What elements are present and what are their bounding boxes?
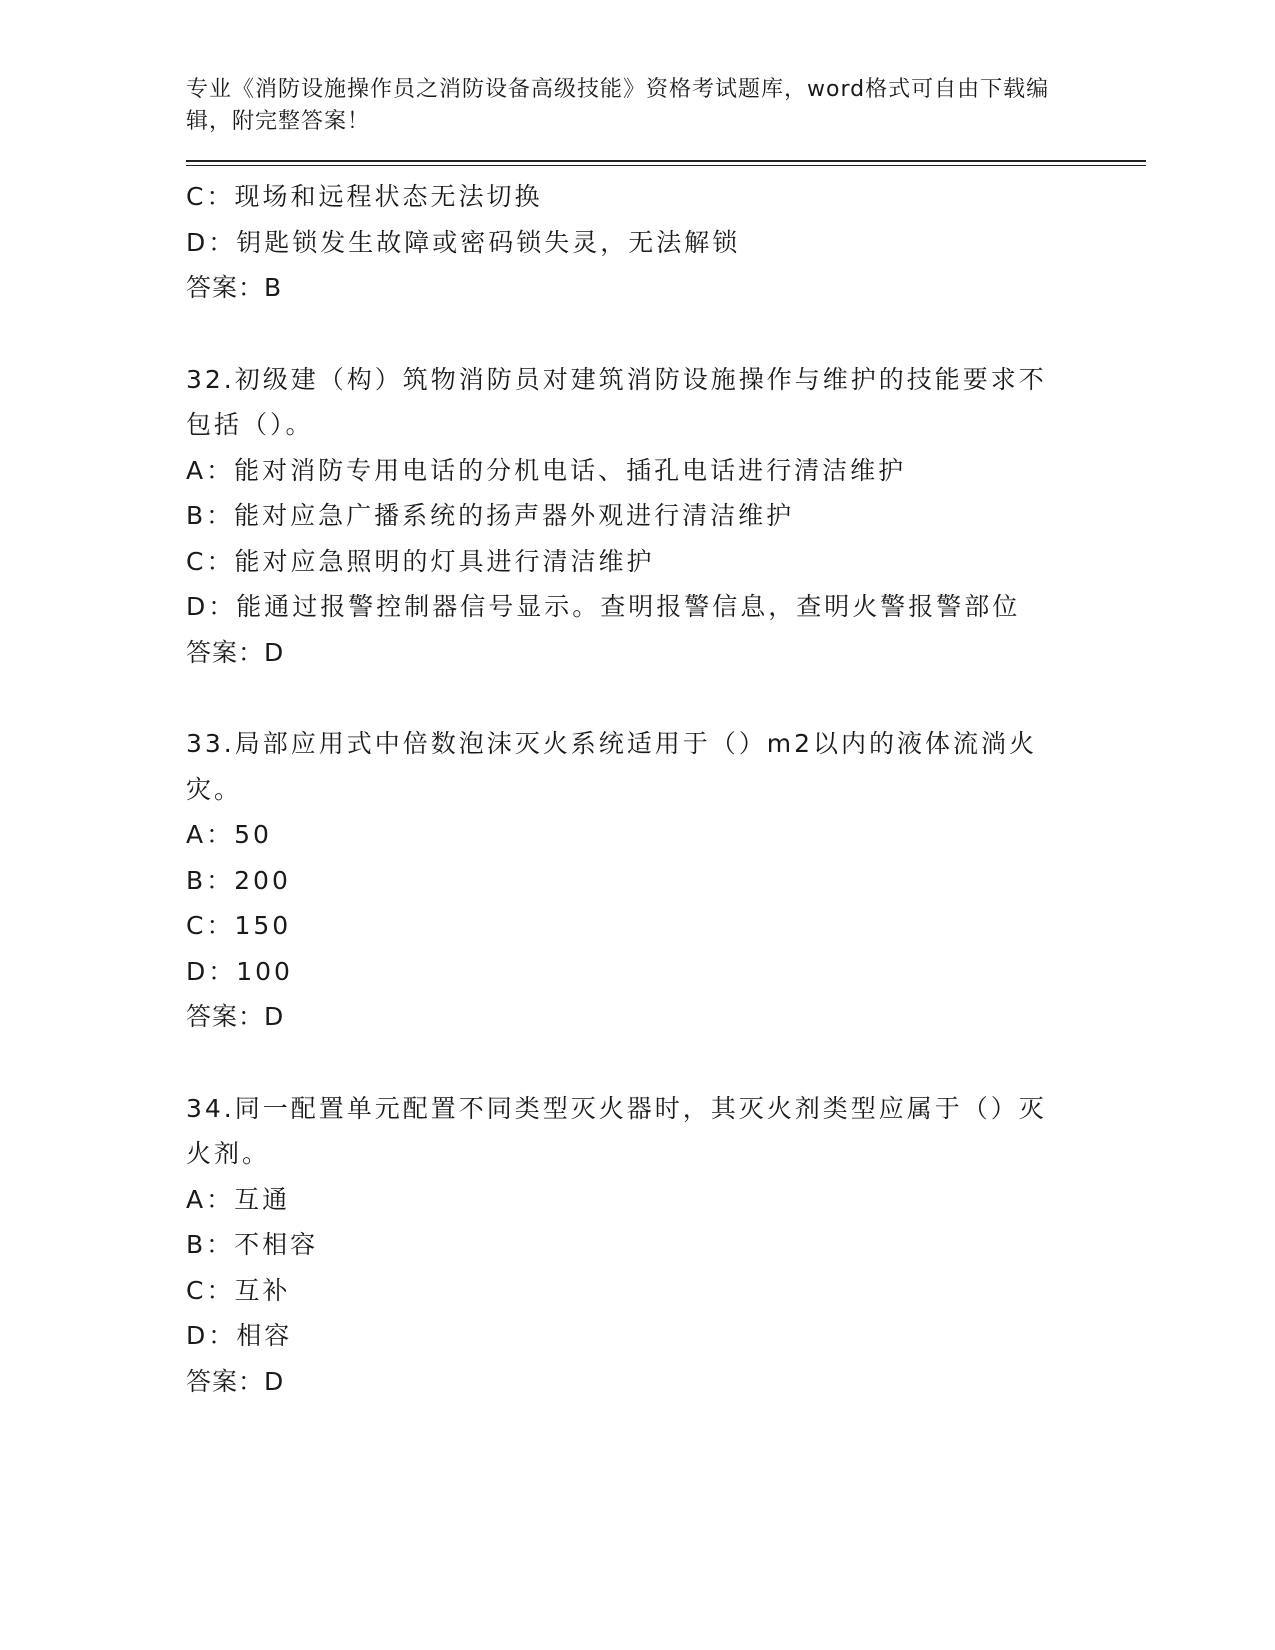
answer: 答案：D bbox=[186, 1366, 285, 1396]
question-34 bbox=[186, 1086, 1146, 1405]
option-c: C：150 bbox=[186, 911, 292, 940]
option-d: D：钥匙锁发生故障或密码锁失灵，无法解锁 bbox=[186, 227, 741, 257]
document-header: 专业《消防设施操作员之消防设备高级技能》资格考试题库，word格式可自由下载编辑，附完整答案！ bbox=[186, 77, 1050, 134]
option-b: B：不相容 bbox=[186, 1230, 319, 1259]
question-33 bbox=[186, 721, 1146, 1040]
carry-over-question bbox=[186, 174, 1146, 311]
answer: 答案：B bbox=[186, 273, 283, 302]
option-c: C：互补 bbox=[186, 1275, 291, 1305]
option-c: C：能对应急照明的灯具进行清洁维护 bbox=[186, 546, 655, 576]
option-b: B：200 bbox=[186, 865, 291, 895]
answer: 答案：D bbox=[186, 637, 285, 667]
question-stem: 33.局部应用式中倍数泡沫灭火系统适用于（）m2以内的液体流淌火灾。 bbox=[186, 729, 1038, 804]
question-list bbox=[186, 174, 1146, 1404]
question-32 bbox=[186, 357, 1146, 676]
option-d: D：相容 bbox=[186, 1321, 293, 1350]
question-stem: 34.同一配置单元配置不同类型灭火器时，其灭火剂类型应属于（）灭火剂。 bbox=[186, 1093, 1047, 1168]
option-a: A：50 bbox=[186, 820, 272, 849]
option-d: D：100 bbox=[186, 956, 293, 986]
option-a: A：能对消防专用电话的分机电话、插孔电话进行清洁维护 bbox=[186, 455, 907, 485]
option-d: D：能通过报警控制器信号显示。查明报警信息，查明火警报警部位 bbox=[186, 592, 1021, 621]
header-divider bbox=[186, 160, 1146, 166]
answer: 答案：D bbox=[186, 1002, 285, 1031]
option-c: C：现场和远程状态无法切换 bbox=[186, 182, 543, 211]
document-page bbox=[186, 74, 1146, 1404]
option-b: B：能对应急广播系统的扬声器外观进行清洁维护 bbox=[186, 501, 795, 530]
question-stem: 32.初级建（构）筑物消防员对建筑消防设施操作与维护的技能要求不包括（）。 bbox=[186, 364, 1047, 439]
option-a: A：互通 bbox=[186, 1184, 291, 1214]
